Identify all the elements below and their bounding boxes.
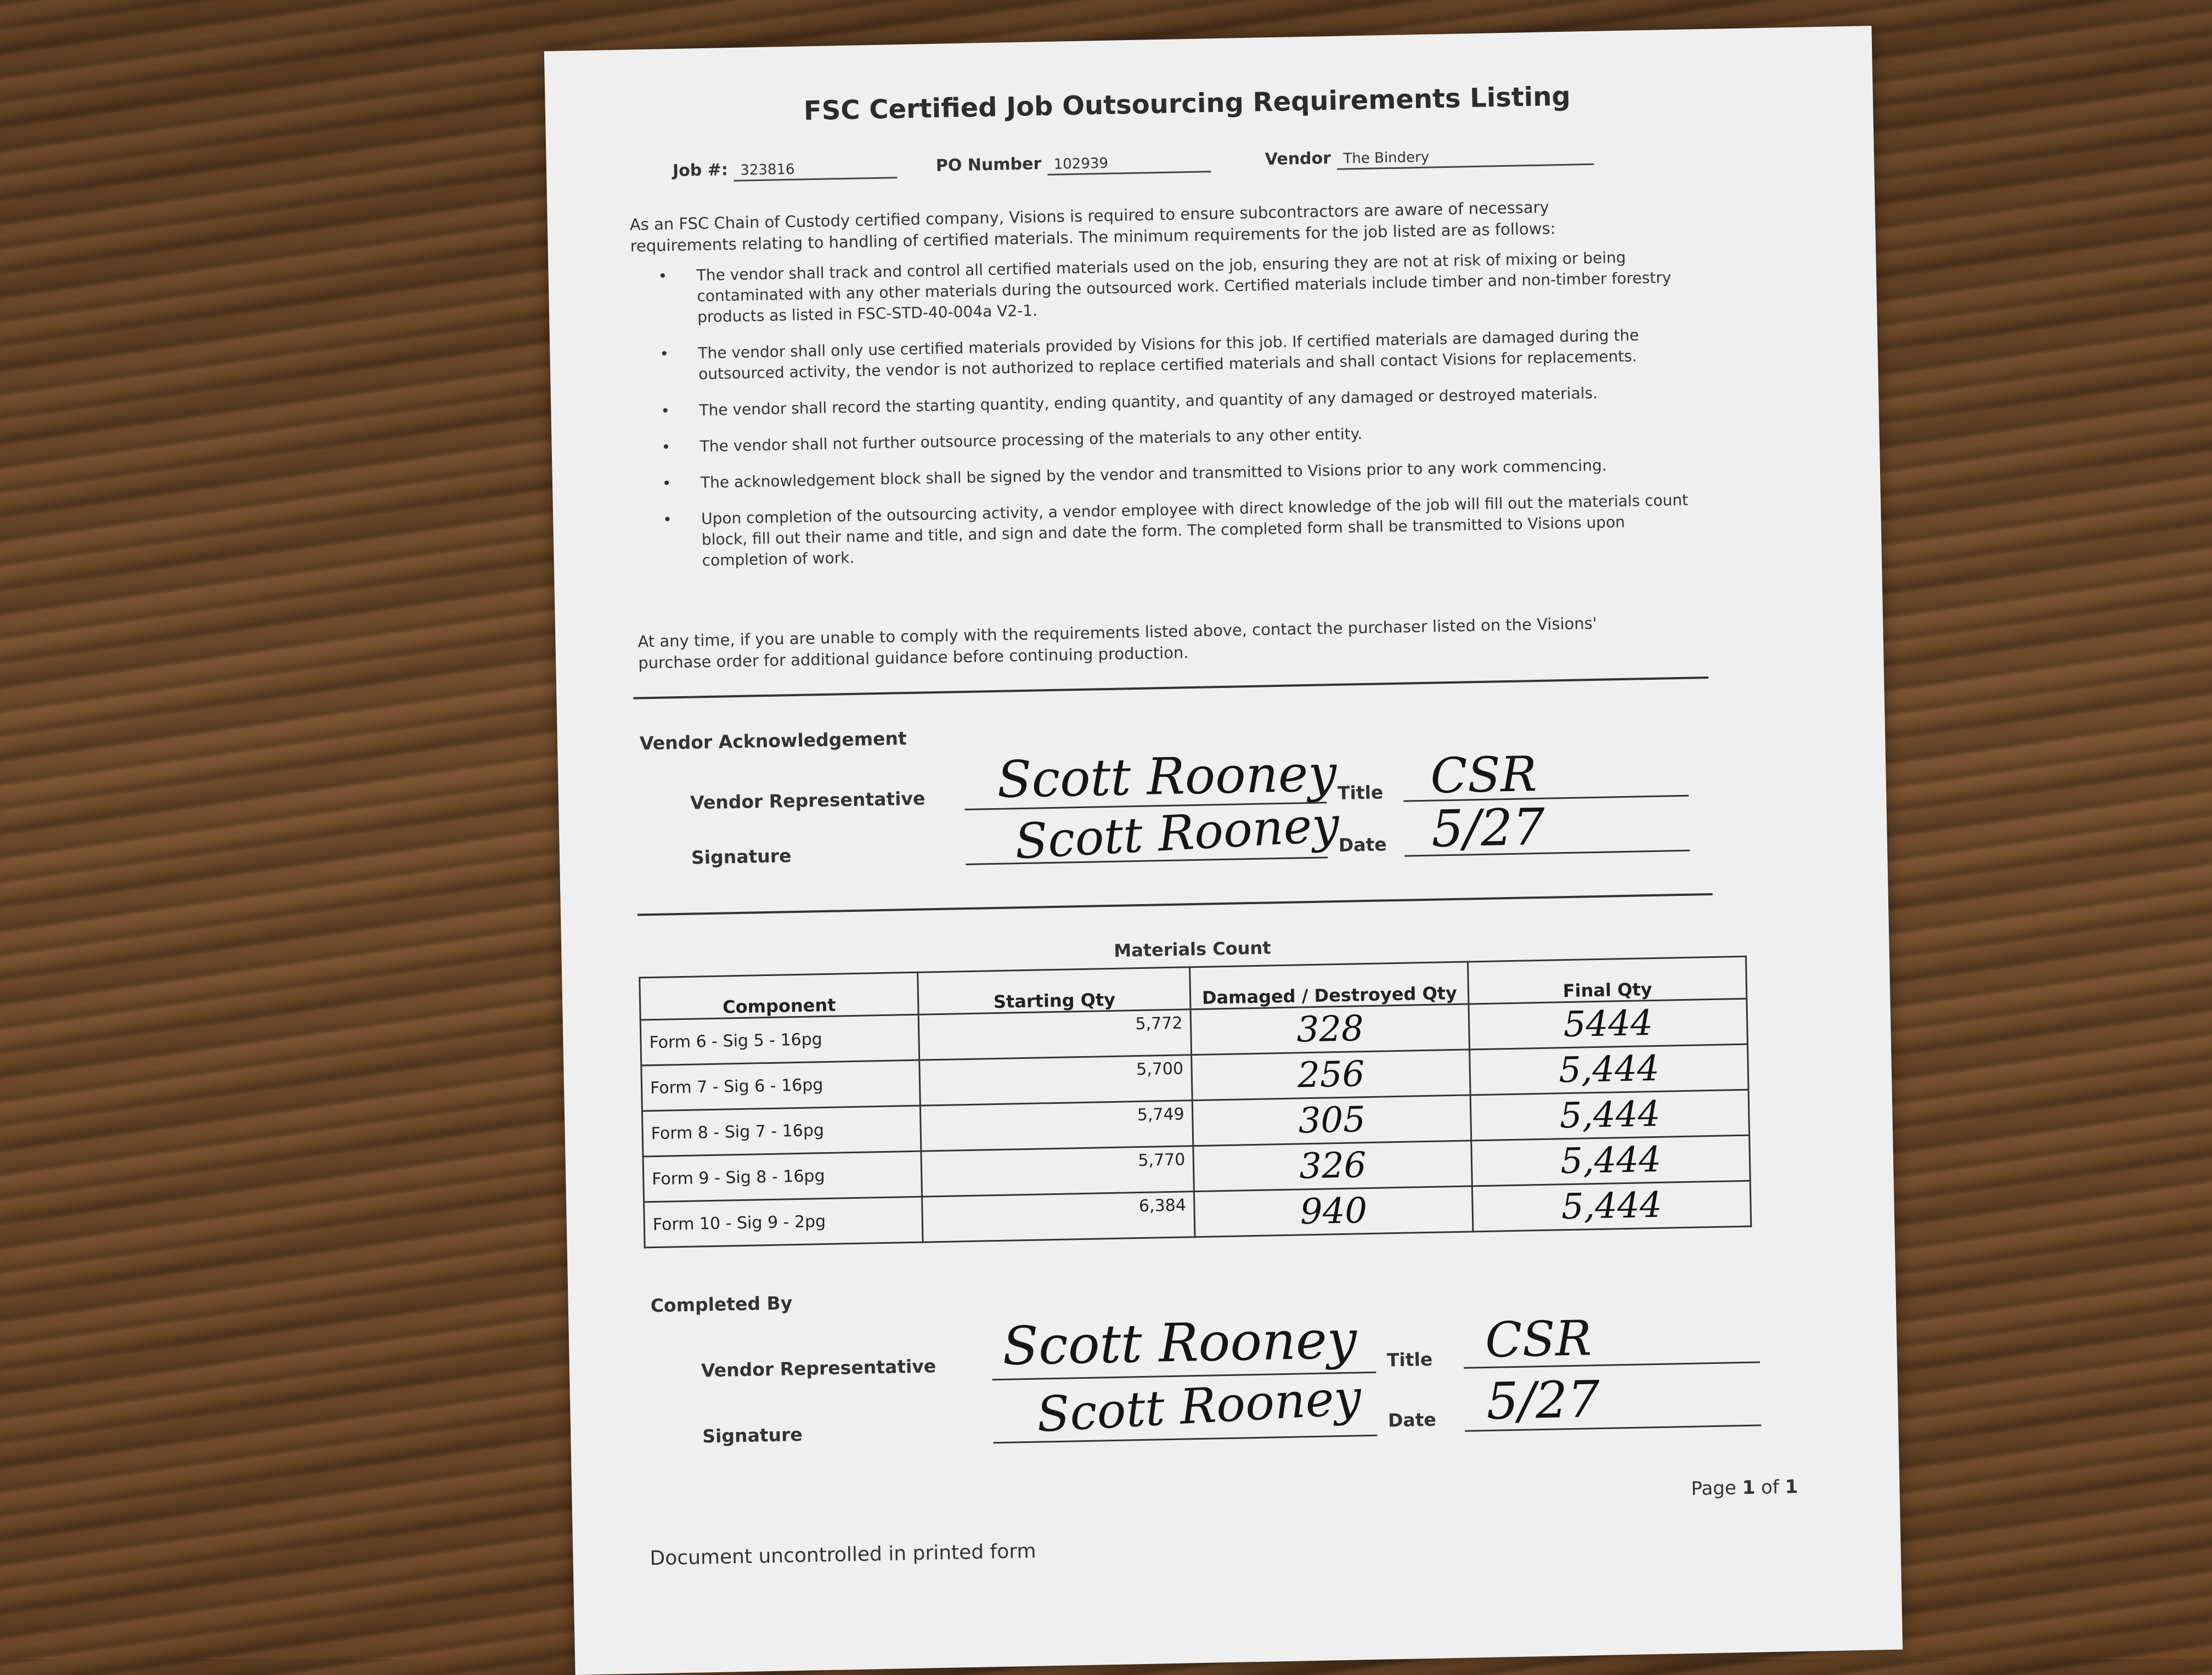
po-number-value: 102939: [1047, 153, 1211, 176]
completed-title-handwriting: CSR: [1485, 1310, 1593, 1368]
damaged-qty-cell: 326: [1193, 1141, 1472, 1192]
final-qty-cell: 5,444: [1470, 1090, 1749, 1141]
requirement-item: • The acknowledgement block shall be signed by the vendor and transmitted to Visions prior to any work commencing.: [701, 453, 1710, 493]
damaged-qty-cell: 940: [1194, 1186, 1473, 1237]
divider: [637, 893, 1713, 916]
final-qty-cell: 5,444: [1472, 1181, 1751, 1232]
ack-date-handwriting: 5/27: [1431, 797, 1545, 859]
completed-date-label: Date: [1387, 1408, 1437, 1431]
ack-rep-handwriting: Scott Rooney: [996, 744, 1338, 809]
starting-qty-cell: 5,770: [921, 1146, 1194, 1197]
bullet-icon: •: [662, 510, 673, 529]
bullet-icon: •: [658, 267, 668, 285]
starting-qty-cell: 5,749: [920, 1101, 1193, 1152]
column-header: Starting Qty: [918, 967, 1191, 1015]
ack-rep-label: Vendor Representative: [690, 787, 926, 814]
completed-title-label: Title: [1386, 1348, 1433, 1371]
column-header: Damaged / Destroyed Qty: [1190, 962, 1469, 1009]
damaged-qty-cell: 328: [1191, 1004, 1470, 1055]
bullet-icon: •: [659, 345, 669, 363]
damaged-qty-cell: 305: [1193, 1095, 1471, 1146]
ack-signature-label: Signature: [691, 845, 792, 868]
job-number-label: Job #:: [672, 160, 729, 181]
ack-title-label: Title: [1337, 781, 1384, 804]
vendor-value: The Bindery: [1336, 146, 1594, 170]
component-cell: Form 8 - Sig 7 - 16pg: [642, 1106, 921, 1157]
requirement-item: • The vendor shall track and control all certified materials used on the job, ensuring they are not at risk of mixing or being contaminated with any other materials during the outsourced work. Certified materials include timber and non-timber forestry products as listed in FSC-STD-40-004a V2-1.: [658, 248, 1672, 326]
completed-by-heading: Completed By: [650, 1292, 793, 1317]
po-number-label: PO Number: [935, 154, 1042, 176]
completed-date-handwriting: 5/27: [1486, 1370, 1600, 1431]
completed-rep-label: Vendor Representative: [701, 1355, 936, 1381]
ack-date-label: Date: [1338, 833, 1387, 856]
job-number-field: [673, 157, 898, 183]
bullet-icon: •: [662, 474, 672, 493]
completed-signature-label: Signature: [702, 1423, 803, 1447]
ack-signature: Scott Rooney: [1013, 796, 1341, 870]
acknowledgement-heading: Vendor Acknowledgement: [639, 727, 907, 754]
page-indicator: Page 1 of 1: [1691, 1476, 1798, 1500]
bullet-icon: •: [661, 402, 670, 420]
component-cell: Form 10 - Sig 9 - 2pg: [644, 1197, 923, 1248]
divider: [633, 676, 1708, 700]
final-qty-cell: 5,444: [1470, 1044, 1748, 1095]
column-header: Component: [640, 972, 918, 1020]
component-cell: Form 6 - Sig 5 - 16pg: [640, 1014, 919, 1065]
starting-qty-cell: 6,384: [922, 1192, 1195, 1243]
completed-rep-handwriting: Scott Rooney: [1002, 1309, 1357, 1377]
requirement-item: • The vendor shall only use certified materials provided by Visions for this job. If certified materials are damaged during the outsourced activity, the vendor is not authorized to replace certified materials and shall contact Visions for replacements.: [659, 326, 1639, 383]
po-number-field: [936, 151, 1211, 178]
requirement-item: • Upon completion of the outsourcing activity, a vendor employee with direct knowledge of the job will fill out the materials count block, fill out their name and title, and sign and date the form. The completed form shall be transmitted to Visions upon completion of work.: [662, 490, 1689, 570]
closing-paragraph: At any time, if you are unable to comply with the requirements listed above, contact the purchaser listed on the Visions' purchase order for additional guidance before continuing production.: [637, 613, 1598, 673]
form-sheet: [544, 26, 1903, 1675]
column-header: Final Qty: [1468, 956, 1747, 1004]
requirements-list: [630, 246, 1712, 588]
materials-count-title: Materials Count: [1113, 937, 1271, 961]
intro-paragraph: As an FSC Chain of Custody certified company, Visions is required to ensure subcontractors are aware of necessary requirements relating to handling of certified materials. The minimum requirements for the job listed are as follows:: [629, 198, 1556, 256]
final-qty-cell: 5,444: [1471, 1135, 1750, 1186]
component-cell: Form 9 - Sig 8 - 16pg: [643, 1151, 922, 1202]
completed-signature: Scott Rooney: [1035, 1369, 1363, 1443]
bullet-icon: •: [661, 438, 671, 456]
vendor-field: [1265, 144, 1594, 171]
requirement-item: • The vendor shall not further outsource processing of the materials to any other entity.: [699, 417, 1709, 457]
materials-count-table: [639, 956, 1752, 1249]
requirement-item: • The vendor shall record the starting quantity, ending quantity, and quantity of any damaged or destroyed materials.: [699, 381, 1708, 421]
starting-qty-cell: 5,700: [919, 1055, 1193, 1106]
uncontrolled-notice: Document uncontrolled in printed form: [650, 1539, 1036, 1570]
ack-title-handwriting: CSR: [1430, 746, 1538, 804]
component-cell: Form 7 - Sig 6 - 16pg: [641, 1060, 921, 1111]
final-qty-cell: 5444: [1469, 999, 1747, 1050]
vendor-label: Vendor: [1265, 149, 1331, 170]
job-number-value: 323816: [733, 159, 898, 182]
starting-qty-cell: 5,772: [918, 1009, 1192, 1061]
form-title: FSC Certified Job Outsourcing Requirements Listing: [803, 81, 1571, 127]
damaged-qty-cell: 256: [1192, 1050, 1470, 1101]
